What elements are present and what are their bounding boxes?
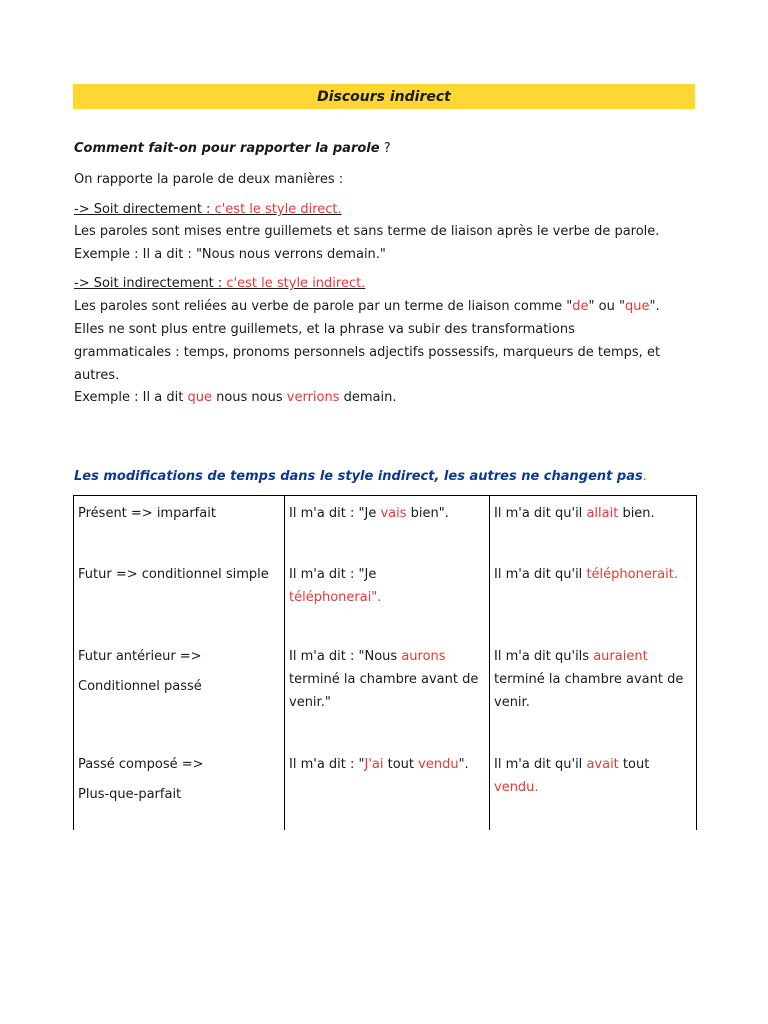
table-cell-direct — [285, 639, 490, 747]
indirect-part: Il m'a dit qu'il — [494, 756, 587, 772]
indirect-example-part-c: demain. — [339, 390, 397, 405]
table-row — [74, 639, 697, 747]
indirect-text-line1 — [74, 299, 660, 314]
table-cell-tense — [74, 639, 285, 747]
direct-part: Il m'a dit : "Nous — [289, 649, 402, 665]
table-row — [74, 496, 697, 557]
direct-verb: aurons — [401, 649, 446, 665]
tense-label: Futur => conditionnel simple — [78, 566, 269, 582]
table-cell-indirect — [490, 747, 697, 830]
indirect-line1-part-b: " ou " — [588, 299, 625, 314]
direct-part: Il m'a dit : "Je — [289, 506, 381, 521]
tense-label-target: Conditionnel passé — [78, 679, 202, 695]
indirect-verb: avait — [586, 756, 619, 772]
direct-verb: vendu — [418, 756, 459, 772]
indirect-part: bien. — [618, 506, 655, 521]
table-row — [74, 747, 697, 830]
indirect-line1-part-c: ". — [649, 299, 660, 314]
indirect-example-part-a: Exemple : Il a dit — [74, 390, 188, 405]
page-title: Discours indirect — [317, 88, 451, 105]
question-mark: ? — [379, 141, 391, 156]
indirect-text-line2: Elles ne sont plus entre guillemets, et la phrase va subir des transformations — [74, 322, 575, 337]
table-heading-text: Les modifications de temps dans le style indirect, les autres ne changent pas — [74, 469, 643, 484]
direct-verb: J'ai — [364, 756, 384, 772]
table-cell-direct — [285, 557, 490, 639]
table-row — [74, 557, 697, 639]
direct-part: ". — [458, 756, 469, 772]
direct-heading — [74, 202, 342, 217]
table-cell-indirect — [490, 639, 697, 747]
tense-label-target: Plus-que-parfait — [78, 786, 182, 802]
indirect-label: c'est le style indirect. — [226, 276, 366, 291]
indirect-arrow: -> Soit indirectement : — [74, 276, 227, 291]
tense-label: Futur antérieur => — [78, 649, 202, 665]
direct-part: terminé la chambre avant de venir." — [289, 672, 479, 711]
table-cell-direct — [285, 747, 490, 830]
question-text: Comment fait-on pour rapporter la parole — [74, 141, 380, 156]
direct-verb: vais — [380, 506, 407, 521]
tense-label: Passé composé => — [78, 756, 204, 772]
indirect-verb: téléphonerait. — [586, 566, 678, 582]
direct-arrow: -> Soit directement : — [74, 202, 215, 217]
table-heading-period: . — [642, 469, 647, 484]
indirect-example-verb: verrions — [286, 390, 340, 405]
indirect-part: terminé la chambre avant de venir. — [494, 672, 684, 711]
direct-label: c'est le style direct. — [214, 202, 342, 217]
direct-part: Il m'a dit : " — [289, 756, 365, 772]
table-cell-tense — [74, 747, 285, 830]
title-bar — [73, 84, 695, 109]
question-line — [74, 141, 391, 156]
table-heading — [74, 469, 647, 484]
direct-example: Exemple : Il a dit : "Nous nous verrons demain." — [74, 247, 386, 262]
indirect-heading — [74, 276, 365, 291]
direct-part: tout — [383, 756, 419, 772]
indirect-part: Il m'a dit qu'il — [494, 566, 587, 582]
tense-label: Présent => imparfait — [78, 506, 216, 521]
table-cell-indirect — [490, 557, 697, 639]
indirect-part: Il m'a dit qu'il — [494, 506, 587, 521]
intro-text: On rapporte la parole de deux manières : — [74, 172, 344, 187]
table-cell-tense — [74, 496, 285, 557]
table-cell-indirect — [490, 496, 697, 557]
indirect-text-line3: grammaticales : temps, pronoms personnels adjectifs possessifs, marqueurs de temps, et — [74, 345, 661, 360]
indirect-part: tout — [618, 756, 650, 772]
indirect-part: Il m'a dit qu'ils — [494, 649, 594, 665]
keyword-de: de — [572, 299, 589, 314]
indirect-line1-part-a: Les paroles sont reliées au verbe de parole par un terme de liaison comme " — [74, 299, 573, 314]
direct-part: Il m'a dit : "Je — [289, 566, 377, 582]
indirect-verb: vendu. — [494, 779, 539, 795]
indirect-example-que: que — [187, 390, 212, 405]
direct-text: Les paroles sont mises entre guillemets et sans terme de liaison après le verbe de parole. — [74, 224, 660, 239]
keyword-que: que — [624, 299, 650, 314]
indirect-verb: allait — [586, 506, 619, 521]
tense-table — [73, 495, 697, 830]
direct-part: bien". — [406, 506, 449, 521]
indirect-example — [74, 390, 397, 405]
table-cell-tense — [74, 557, 285, 639]
direct-verb: téléphonerai". — [289, 589, 382, 605]
indirect-example-part-b: nous nous — [211, 390, 287, 405]
indirect-verb: auraient — [593, 649, 648, 665]
table-cell-direct — [285, 496, 490, 557]
indirect-text-line4: autres. — [74, 368, 120, 383]
